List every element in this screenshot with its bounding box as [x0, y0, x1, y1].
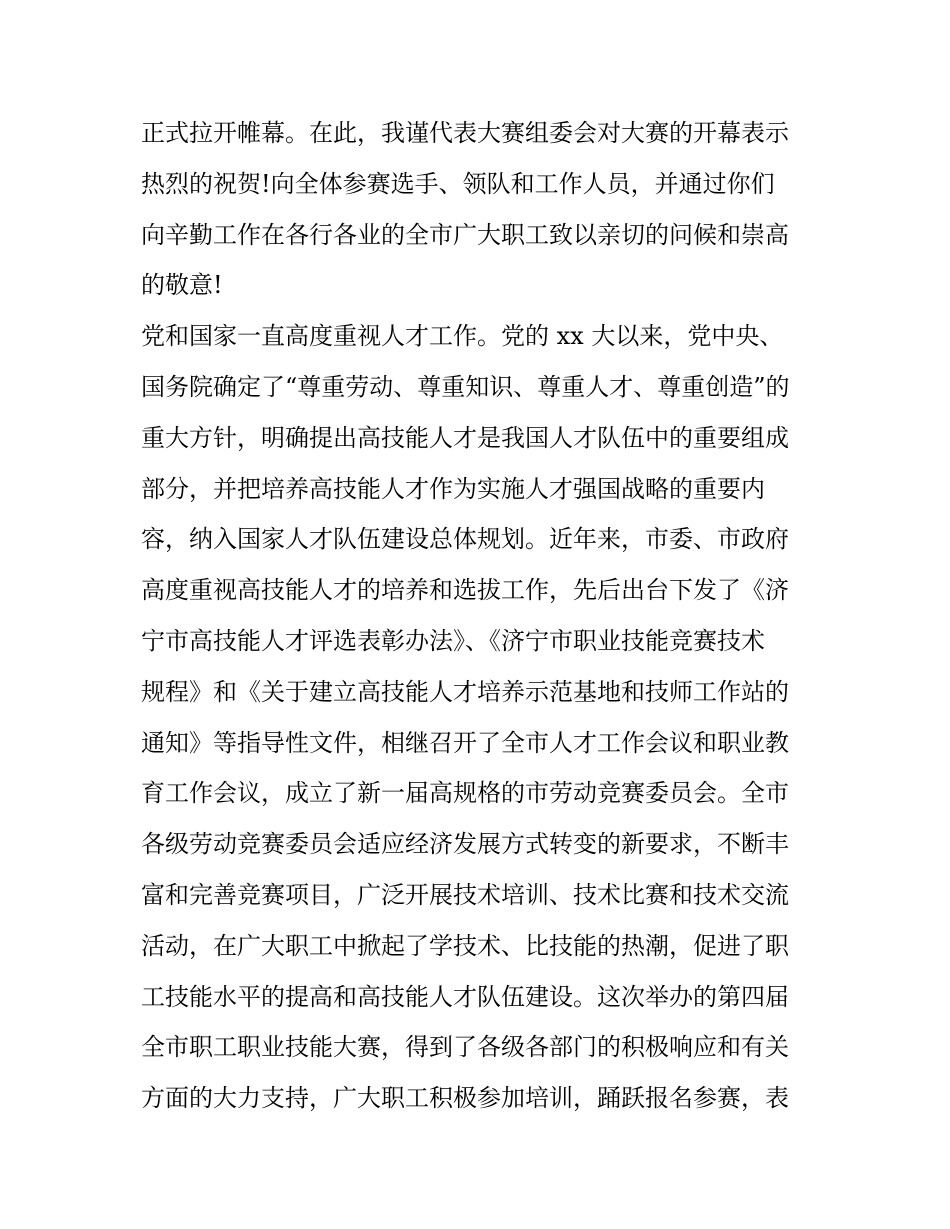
text-line: 党和国家一直高度重视人才工作。党的 xx 大以来，党中央、 [141, 322, 784, 351]
text-line: 工技能水平的提高和高技能人才队伍建设。这次举办的第四届 [141, 982, 789, 1011]
text-line: 国务院确定了“尊重劳动、尊重知识、尊重人才、尊重创造”的 [141, 372, 790, 401]
body-text [141, 108, 821, 1124]
text-line: 的敬意! [141, 271, 223, 300]
text-line: 正式拉开帷幕。在此，我谨代表大赛组委会对大赛的开幕表示 [141, 119, 789, 147]
text-line: 宁市高技能人才评选表彰办法》、《济宁市职业技能竞赛技术 [141, 626, 765, 655]
text-line: 部分，并把培养高技能人才作为实施人才强国战略的重要内 [141, 474, 765, 503]
text-line: 通知》等指导性文件，相继召开了全市人才工作会议和职业教 [141, 728, 789, 757]
text-line: 活动，在广大职工中掀起了学技术、比技能的热潮，促进了职 [141, 931, 789, 960]
text-line: 高度重视高技能人才的培养和选拔工作，先后出台下发了《济 [141, 576, 789, 605]
text-line: 育工作会议，成立了新一届高规格的市劳动竞赛委员会。全市 [141, 779, 789, 808]
text-line: 热烈的祝贺!向全体参赛选手、领队和工作人员，并通过你们 [141, 169, 775, 198]
text-line: 重大方针，明确提出高技能人才是我国人才队伍中的重要组成 [141, 423, 789, 452]
text-line: 富和完善竞赛项目，广泛开展技术培训、技术比赛和技术交流 [141, 880, 789, 909]
text-line: 容，纳入国家人才队伍建设总体规划。近年来，市委、市政府 [141, 525, 789, 554]
text-line: 方面的大力支持，广大职工积极参加培训，踊跃报名参赛，表 [141, 1084, 789, 1113]
text-line: 各级劳动竞赛委员会适应经济发展方式转变的新要求，不断丰 [141, 830, 789, 859]
text-line: 向辛勤工作在各行各业的全市广大职工致以亲切的问候和崇高 [141, 220, 789, 249]
text-line: 规程》和《关于建立高技能人才培养示范基地和技师工作站的 [141, 677, 789, 706]
text-line: 全市职工职业技能大赛，得到了各级各部门的积极响应和有关 [141, 1033, 789, 1062]
